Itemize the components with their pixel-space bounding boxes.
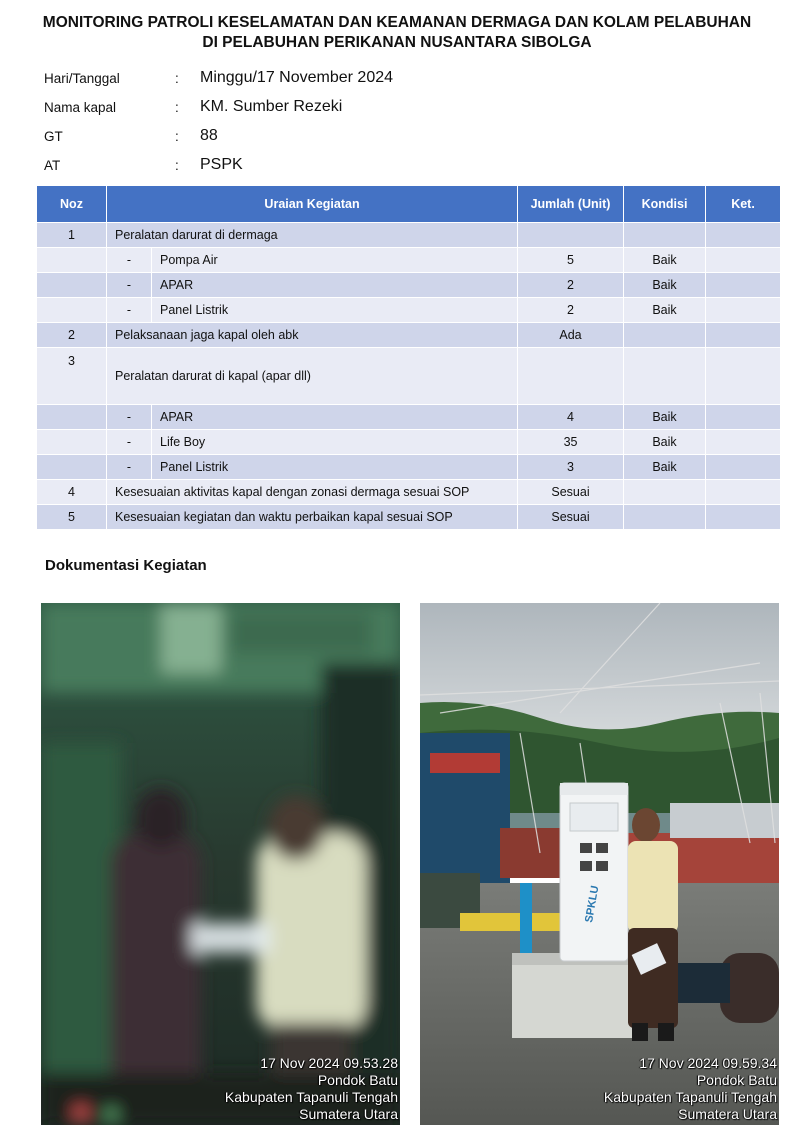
cell-ket	[706, 430, 781, 455]
info-label: AT	[44, 158, 61, 173]
info-value: KM. Sumber Rezeki	[200, 98, 343, 115]
cell-uraian: Peralatan darurat di kapal (apar dll)	[107, 348, 518, 405]
info-colon: :	[175, 129, 179, 144]
photo-stamp	[225, 1055, 398, 1123]
cell-dash: -	[107, 430, 152, 455]
cell-jumlah: 2	[518, 273, 624, 298]
header-uraian: Uraian Kegiatan	[107, 186, 518, 223]
table-row	[37, 430, 781, 455]
cell-ket	[706, 455, 781, 480]
photo-ship-interior-image	[41, 603, 400, 1125]
title-line-1: MONITORING PATROLI KESELAMATAN DAN KEAMANAN DERMAGA DAN KOLAM PELABUHAN	[42, 14, 752, 31]
cell-no	[37, 455, 107, 480]
info-colon: :	[175, 158, 179, 173]
table-row	[37, 223, 781, 248]
cell-item: Panel Listrik	[152, 298, 518, 323]
table-row	[37, 505, 781, 530]
cell-jumlah: 4	[518, 405, 624, 430]
table-row	[37, 405, 781, 430]
cell-ket	[706, 298, 781, 323]
cell-jumlah: 2	[518, 298, 624, 323]
info-colon: :	[175, 100, 179, 115]
cell-no	[37, 298, 107, 323]
cell-dash: -	[107, 298, 152, 323]
info-row-date	[44, 66, 744, 95]
cell-jumlah	[518, 348, 624, 405]
cell-jumlah: 3	[518, 455, 624, 480]
cell-uraian: Kesesuaian aktivitas kapal dengan zonasi dermaga sesuai SOP	[107, 480, 518, 505]
cell-ket	[706, 248, 781, 273]
table-row	[37, 273, 781, 298]
info-value: 88	[200, 127, 218, 144]
info-row-vessel	[44, 95, 744, 124]
header-jumlah: Jumlah (Unit)	[518, 186, 624, 223]
info-value: PSPK	[200, 156, 243, 173]
document-title	[0, 13, 794, 53]
cell-no: 5	[37, 505, 107, 530]
cell-ket	[706, 405, 781, 430]
activity-table	[36, 185, 781, 530]
photo-stamp	[604, 1055, 777, 1123]
cell-ket	[706, 323, 781, 348]
cell-no	[37, 248, 107, 273]
table-row	[37, 298, 781, 323]
cabinet-label: SPKLU	[583, 884, 602, 924]
cell-no: 2	[37, 323, 107, 348]
header-kondisi: Kondisi	[624, 186, 706, 223]
stamp-time: 17 Nov 2024 09.59.34	[639, 1055, 777, 1071]
cell-item: APAR	[152, 273, 518, 298]
cell-kondisi	[624, 348, 706, 405]
title-line-2: DI PELABUHAN PERIKANAN NUSANTARA SIBOLGA	[202, 34, 592, 51]
cell-jumlah: Ada	[518, 323, 624, 348]
cell-kondisi	[624, 223, 706, 248]
vessel-info	[44, 66, 744, 182]
cell-kondisi: Baik	[624, 298, 706, 323]
cell-no: 3	[37, 348, 107, 405]
info-row-at	[44, 153, 744, 182]
cell-uraian: Pelaksanaan jaga kapal oleh abk	[107, 323, 518, 348]
cell-ket	[706, 273, 781, 298]
stamp-province: Sumatera Utara	[678, 1106, 777, 1122]
cell-kondisi: Baik	[624, 273, 706, 298]
cell-item: Panel Listrik	[152, 455, 518, 480]
table-row	[37, 248, 781, 273]
info-colon: :	[175, 71, 179, 86]
cell-no	[37, 430, 107, 455]
stamp-province: Sumatera Utara	[299, 1106, 398, 1122]
cell-ket	[706, 223, 781, 248]
table-row	[37, 323, 781, 348]
cell-dash: -	[107, 405, 152, 430]
cell-ket	[706, 348, 781, 405]
stamp-time: 17 Nov 2024 09.53.28	[260, 1055, 398, 1071]
header-no: Noz	[37, 186, 107, 223]
cell-kondisi: Baik	[624, 430, 706, 455]
stamp-regency: Kabupaten Tapanuli Tengah	[224, 1089, 398, 1105]
cell-uraian: Kesesuaian kegiatan dan waktu perbaikan kapal sesuai SOP	[107, 505, 518, 530]
stamp-location: Pondok Batu	[696, 1072, 777, 1088]
cell-kondisi: Baik	[624, 248, 706, 273]
info-label: GT	[44, 129, 63, 144]
cell-dash: -	[107, 455, 152, 480]
header-ket: Ket.	[706, 186, 781, 223]
cell-jumlah: 5	[518, 248, 624, 273]
cell-jumlah: Sesuai	[518, 480, 624, 505]
cell-kondisi	[624, 323, 706, 348]
photo-harbour-image	[420, 603, 779, 1125]
cell-no	[37, 273, 107, 298]
cell-item: Pompa Air	[152, 248, 518, 273]
table-header-row	[37, 186, 781, 223]
info-label: Hari/Tanggal	[44, 71, 120, 86]
table-row	[37, 480, 781, 505]
table-row	[37, 348, 781, 405]
cell-item: APAR	[152, 405, 518, 430]
cell-kondisi: Baik	[624, 455, 706, 480]
cell-no: 4	[37, 480, 107, 505]
cell-no	[37, 405, 107, 430]
stamp-location: Pondok Batu	[317, 1072, 398, 1088]
photo-ship-interior	[41, 603, 400, 1125]
cell-jumlah: 35	[518, 430, 624, 455]
cell-kondisi	[624, 505, 706, 530]
cell-kondisi	[624, 480, 706, 505]
cell-dash: -	[107, 273, 152, 298]
info-value: Minggu/17 November 2024	[200, 69, 394, 86]
cell-ket	[706, 480, 781, 505]
cell-jumlah: Sesuai	[518, 505, 624, 530]
stamp-regency: Kabupaten Tapanuli Tengah	[603, 1089, 777, 1105]
cell-jumlah	[518, 223, 624, 248]
documentation-heading: Dokumentasi Kegiatan	[45, 557, 207, 574]
photo-harbour	[420, 603, 779, 1125]
cell-kondisi: Baik	[624, 405, 706, 430]
cell-uraian: Peralatan darurat di dermaga	[107, 223, 518, 248]
info-row-gt	[44, 124, 744, 153]
cell-dash: -	[107, 248, 152, 273]
cell-ket	[706, 505, 781, 530]
table-row	[37, 455, 781, 480]
info-label: Nama kapal	[44, 100, 117, 115]
cell-item: Life Boy	[152, 430, 518, 455]
cell-no: 1	[37, 223, 107, 248]
